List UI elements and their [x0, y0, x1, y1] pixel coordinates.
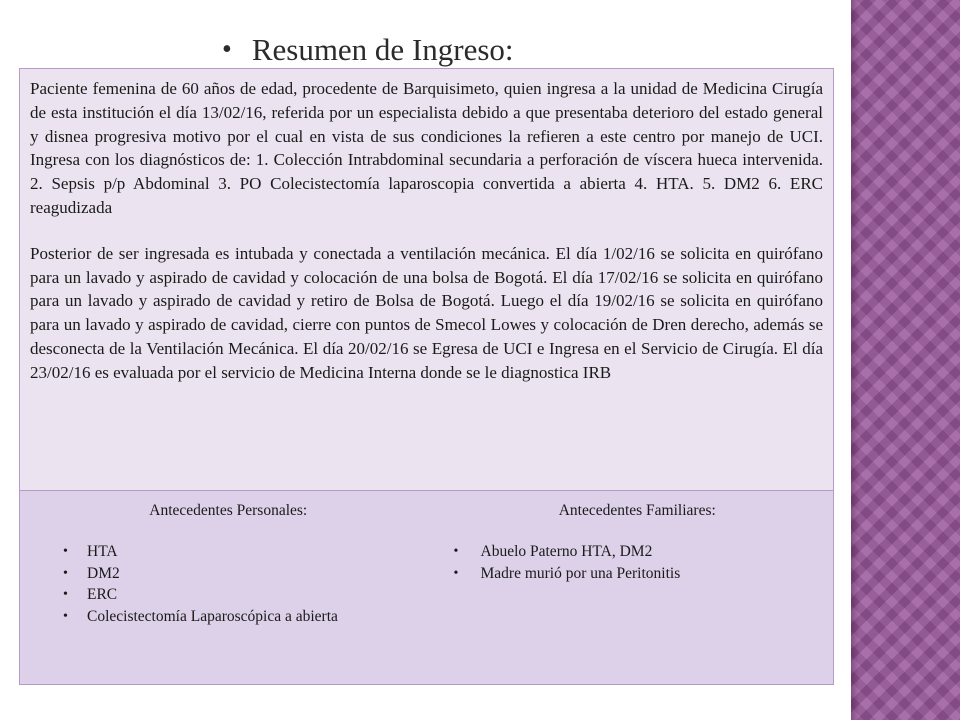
personal-history-item: • Colecistectomía Laparoscópica a abierta [50, 606, 340, 628]
family-history-heading: Antecedentes Familiares: [558, 502, 716, 519]
summary-paragraph-2: Posterior de ser ingresada es intubada y conectada a ventilación mecánica. El día 1/02/16 se solicita en quirófano para un lavado y aspirado de cavidad y colocación de una bolsa de Bogotá. El día 17/02/16 se solicita en quirófano para un lavado y aspirado de cavidad y retiro de Bolsa de Bogotá. Luego el día 19/02/16 se solicita en quirófano para un lavado y aspirado de cavidad, cierre con puntos de Smecol Lowes y colocación de Dren derecho, además se desconecta de la Ventilación Mecánica. El día 20/02/16 se Egresa de UCI e Ingresa en el Servicio de Cirugía. El día 23/02/16 es evaluada por el servicio de Medicina Interna donde se le diagnostica IRB [30, 243, 823, 382]
family-history-item: • Madre murió por una Peritonitis [452, 563, 824, 585]
slide-title-text: Resumen de Ingreso: [251, 32, 514, 67]
decorative-chevron-border [851, 0, 960, 720]
personal-history-list [50, 541, 407, 627]
family-history-item: • Abuelo Paterno HTA, DM2 [452, 541, 824, 563]
personal-history-item: • HTA [50, 541, 340, 563]
family-history-column [427, 501, 834, 684]
family-history-list [452, 541, 824, 584]
personal-history-item: • ERC [50, 584, 340, 606]
personal-history-column [20, 501, 427, 684]
admission-summary-cell [20, 69, 833, 491]
history-row [20, 491, 833, 684]
case-summary-table [19, 68, 834, 685]
personal-history-item: • DM2 [50, 563, 340, 585]
slide-title [222, 28, 622, 72]
personal-history-heading: Antecedentes Personales: [149, 502, 308, 519]
title-bullet-icon: • [222, 34, 232, 65]
summary-paragraph-1: Paciente femenina de 60 años de edad, procedente de Barquisimeto, quien ingresa a la unidad de Medicina Cirugía de esta institución el día 13/02/16, referida por un especialista debido a que presentaba deterioro del estado general y disnea progresiva motivo por el cual en vista de sus condiciones la refieren a este centro por manejo de UCI. Ingresa con los diagnósticos de: 1. Colección Intrabdominal secundaria a perforación de víscera hueca intervenida. 2. Sepsis p/p Abdominal 3. PO Colecistectomía laparoscopia convertida a abierta 4. HTA. 5. DM2 6. ERC reagudizada [30, 79, 823, 217]
